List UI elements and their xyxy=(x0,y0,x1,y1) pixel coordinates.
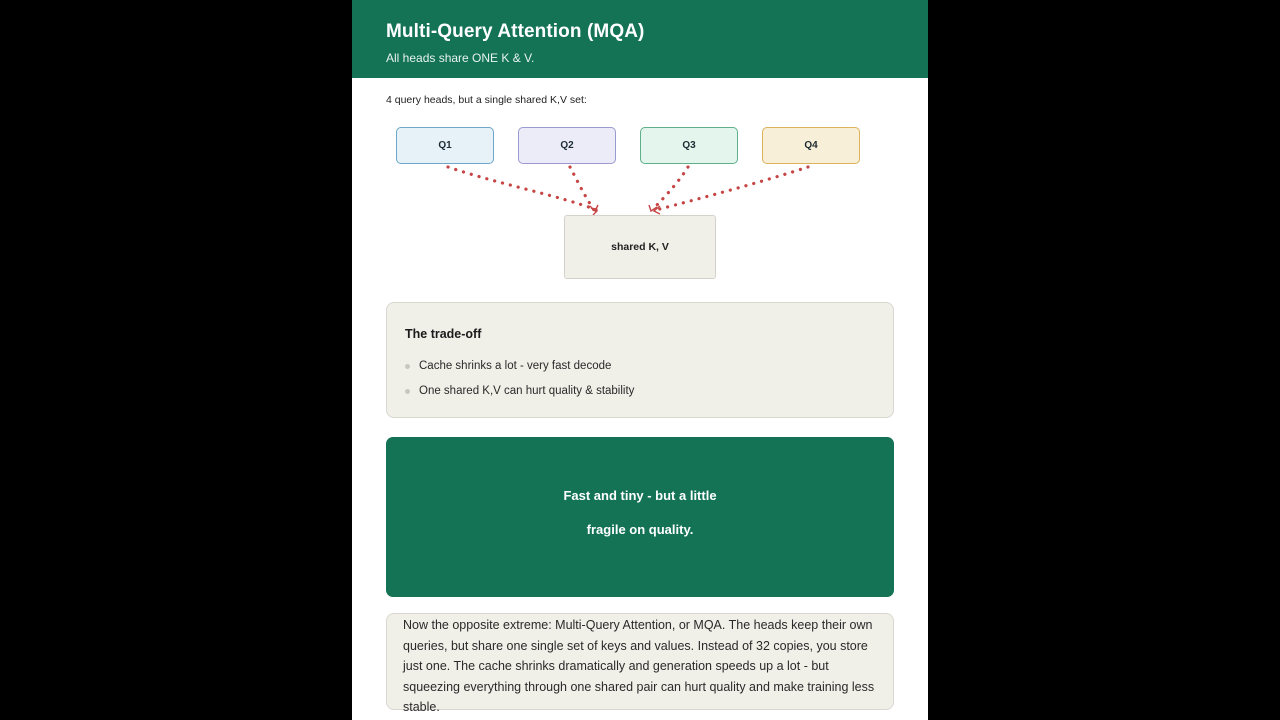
query-head-q2: Q2 xyxy=(518,127,616,164)
query-head-q3: Q3 xyxy=(640,127,738,164)
tradeoff-bullet xyxy=(405,385,634,397)
slide-title: Multi-Query Attention (MQA) xyxy=(386,21,645,42)
arrow-q4-to-kv xyxy=(656,167,808,210)
tradeoff-bullet-text: Cache shrinks a lot - very fast decode xyxy=(419,360,612,372)
tradeoff-bullet xyxy=(405,360,611,372)
narration-text: Now the opposite extreme: Multi-Query Attention, or MQA. The heads keep their own queries, but share one single set of keys and values. Instead of 32 copies, you store just one. The cache shrinks dramatically and generation speeds up a lot - but squeezing everything through one shared pair can hurt quality and make training less stable. xyxy=(403,618,875,714)
callout-line-2: fragile on quality. xyxy=(586,522,694,537)
diagram-intro: 4 query heads, but a single shared K,V set: xyxy=(386,94,587,106)
query-head-q4: Q4 xyxy=(762,127,860,164)
bullet-dot-icon xyxy=(405,364,410,369)
shared-kv-box: shared K, V xyxy=(564,215,716,279)
tradeoff-card xyxy=(386,302,894,418)
tradeoff-heading: The trade-off xyxy=(405,327,482,341)
query-head-q1: Q1 xyxy=(396,127,494,164)
callout-line-1: Fast and tiny - but a little xyxy=(563,488,717,503)
narration-caption xyxy=(386,613,894,714)
tradeoff-bullet-text: One shared K,V can hurt quality & stability xyxy=(419,385,635,397)
slide-panel xyxy=(352,0,928,720)
slide-subtitle: All heads share ONE K & V. xyxy=(386,51,535,65)
summary-callout xyxy=(386,437,894,597)
bullet-dot-icon xyxy=(405,389,410,394)
